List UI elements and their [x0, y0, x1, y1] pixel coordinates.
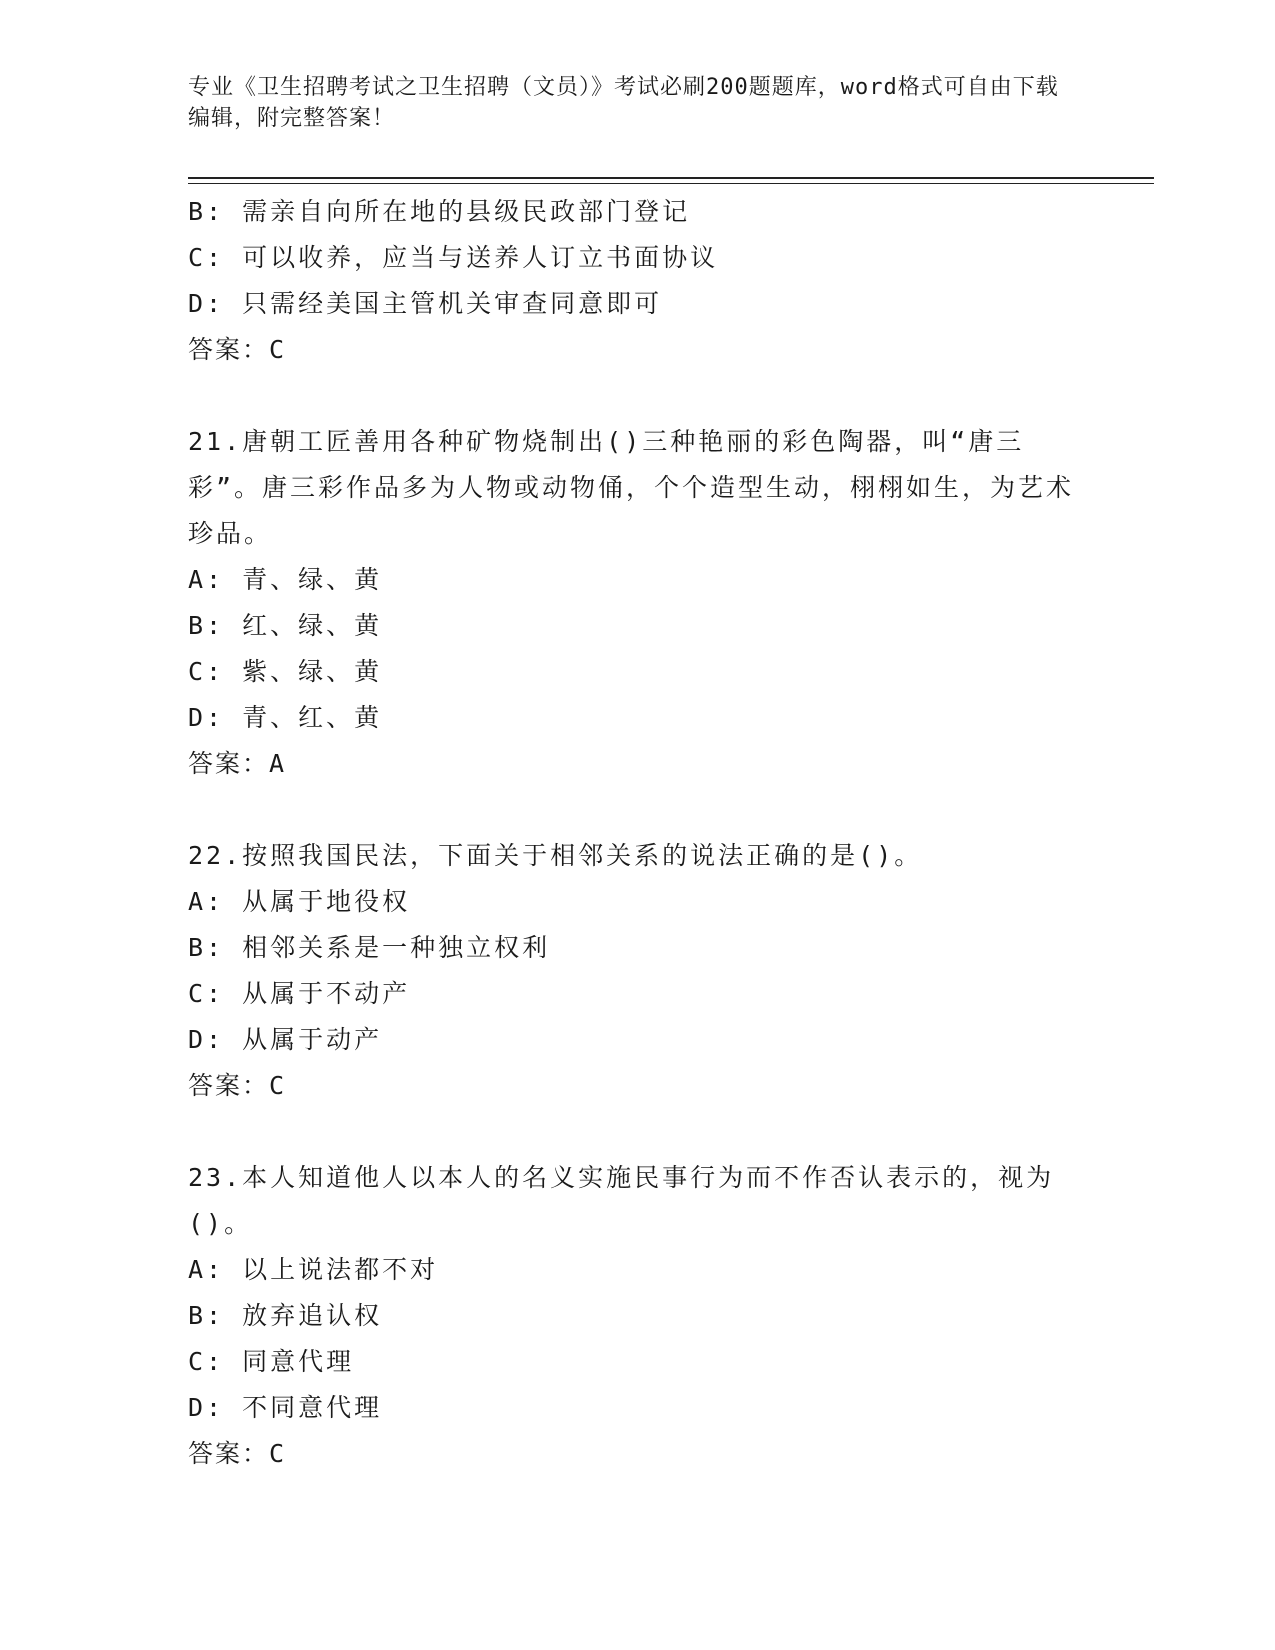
question-20-continued [188, 189, 1088, 373]
option-b: B: 相邻关系是一种独立权利 [188, 933, 551, 962]
answer: 答案：A [188, 749, 287, 778]
question-21 [188, 419, 1088, 787]
option-c: C: 紫、绿、黄 [188, 657, 383, 686]
option-a: A: 从属于地役权 [188, 887, 411, 916]
option-d: D: 不同意代理 [188, 1393, 383, 1422]
answer: 答案：C [188, 335, 287, 364]
option-d: D: 从属于动产 [188, 1025, 383, 1054]
option-d: D: 只需经美国主管机关审查同意即可 [188, 289, 663, 318]
option-b: B: 红、绿、黄 [188, 611, 383, 640]
option-a: A: 以上说法都不对 [188, 1255, 439, 1284]
header-divider-thick [188, 177, 1154, 179]
question-stem: 21.唐朝工匠善用各种矿物烧制出()三种艳丽的彩色陶器，叫“唐三彩”。唐三彩作品多为人物或动物俑，个个造型生动，栩栩如生，为艺术珍品。 [188, 427, 1075, 548]
question-list [188, 189, 1088, 1477]
header-divider-thin [188, 183, 1154, 184]
question-22 [188, 833, 1088, 1109]
option-b: B: 放弃追认权 [188, 1301, 383, 1330]
option-b: B: 需亲自向所在地的县级民政部门登记 [188, 197, 691, 226]
answer: 答案：C [188, 1439, 287, 1468]
question-stem: 23.本人知道他人以本人的名义实施民事行为而不作否认表示的，视为()。 [188, 1163, 1055, 1238]
answer: 答案：C [188, 1071, 287, 1100]
option-d: D: 青、红、黄 [188, 703, 383, 732]
question-stem: 22.按照我国民法，下面关于相邻关系的说法正确的是()。 [188, 841, 923, 870]
option-a: A: 青、绿、黄 [188, 565, 383, 594]
option-c: C: 可以收养，应当与送养人订立书面协议 [188, 243, 719, 272]
option-c: C: 同意代理 [188, 1347, 355, 1376]
question-23 [188, 1155, 1088, 1477]
document-header: 专业《卫生招聘考试之卫生招聘（文员）》考试必刷200题题库，word格式可自由下载编辑，附完整答案！ [188, 75, 1059, 131]
option-c: C: 从属于不动产 [188, 979, 411, 1008]
